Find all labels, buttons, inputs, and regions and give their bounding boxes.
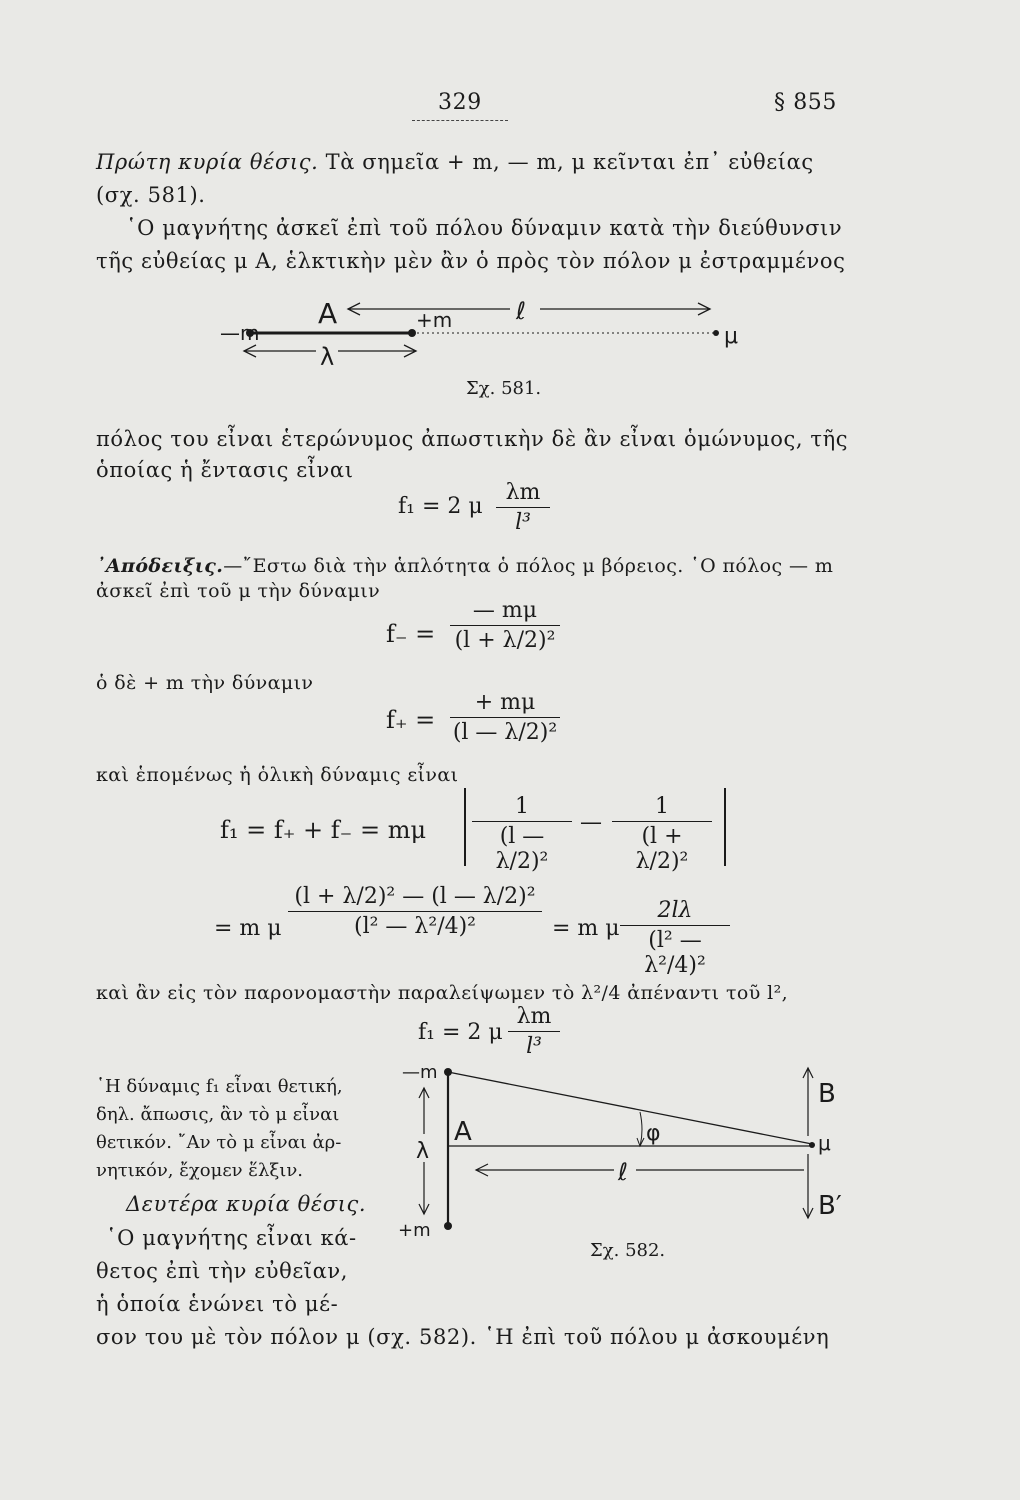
eq4-term2-numerator: 1	[655, 794, 669, 819]
eq2-numerator: — mμ	[472, 598, 538, 623]
fig582-label-lambda: λ	[416, 1139, 430, 1164]
eq5-denominator2: (l² — λ²/4)²	[644, 928, 706, 978]
text-total-force: καὶ ἑπομένως ἡ ὁλικὴ δύναμις εἶναι	[96, 764, 459, 786]
eq5-numerator: (l + λ/2)² — (l — λ/2)²	[294, 884, 536, 909]
page-number-underline	[412, 120, 508, 121]
text-neglect: καὶ ἂν εἰς τὸν παρονομαστὴν παραλείψωμεν τὸ λ²/4 ἀπέναντι τοῦ l²,	[96, 982, 789, 1004]
fig582-caption: Σχ. 582.	[590, 1240, 666, 1261]
eq4-lhs: f₁ = f₊ + f₋ = mμ	[220, 816, 427, 844]
eq6-numerator: λm	[516, 1004, 552, 1029]
figure-582	[388, 1058, 868, 1250]
eq4-minus: —	[580, 810, 602, 835]
text-plus-force: ὁ δὲ + m τὴν δύναμιν	[96, 672, 314, 694]
fig582-label-B2: B′	[818, 1191, 842, 1221]
proof-heading: ᾿Απόδειξις.	[96, 555, 224, 577]
eq5-denominator: (l² — λ²/4)²	[354, 914, 476, 939]
eq6-denominator: l³	[526, 1034, 542, 1059]
fig581-label-lambda: λ	[320, 343, 335, 371]
eq4-term1-denominator: (l — λ/2)²	[495, 824, 549, 874]
proof-line2: ἀσκεῖ ἐπὶ τοῦ μ τὴν δύναμιν	[96, 580, 381, 602]
eq2-lhs: f₋ =	[386, 620, 436, 648]
eq5-lhs: = m μ	[214, 916, 282, 941]
fig582-label-phi: φ	[646, 1121, 661, 1146]
eq3-numerator: + mμ	[474, 690, 536, 715]
fig581-caption: Σχ. 581.	[466, 378, 542, 399]
side-text-line3: θετικόν. ῎Αν τὸ μ εἶναι ἀρ-	[96, 1132, 342, 1153]
eq6-fraction	[508, 1004, 560, 1059]
eq4-term1-numerator: 1	[515, 794, 529, 819]
side-text-line1: ῾Η δύναμις f₁ εἶναι θετική,	[96, 1076, 343, 1097]
side-text-line2: δηλ. ἄπωσις, ἂν τὸ μ εἶναι	[96, 1104, 340, 1125]
eq5-fraction	[288, 884, 542, 939]
para3-last-line: σον του μὲ τὸν πόλον μ (σχ. 582). ῾Η ἐπὶ τοῦ πόλου μ ἀσκουμένη	[96, 1325, 830, 1349]
para3-line3: ἡ ὁποία ἑνώνει τὸ μέ-	[96, 1292, 339, 1316]
fraction-bar	[508, 1031, 560, 1032]
eq1-denominator: l³	[515, 510, 531, 535]
fraction-bar	[450, 717, 560, 718]
fig582-label-plus-m: +m	[398, 1220, 431, 1241]
para1-line4: τῆς εὐθείας μ Α, ἑλκτικὴν μὲν ἂν ὁ πρὸς τὸν πόλον μ ἐστραμμένος	[96, 249, 846, 273]
fig581-label-mu: μ	[724, 324, 738, 349]
fraction-bar	[612, 821, 712, 822]
para1-line1	[96, 150, 814, 174]
fraction-bar	[288, 911, 542, 912]
eq3-fraction	[450, 690, 560, 745]
fraction-bar	[496, 507, 550, 508]
eq4-right-bracket	[714, 788, 726, 866]
fig582-pole-plus	[444, 1222, 452, 1230]
fig581-pole-plus	[408, 329, 416, 337]
fraction-bar	[620, 925, 730, 926]
eq4-term2-denominator: (l + λ/2)²	[635, 824, 689, 874]
section-heading-first: Πρώτη κυρία θέσις.	[96, 150, 319, 174]
fraction-bar	[472, 821, 572, 822]
fig581-label-minus-m: —m	[220, 321, 260, 345]
side-text-line4: νητικόν, ἔχομεν ἕλξιν.	[96, 1160, 304, 1181]
fig581-label-A: A	[318, 297, 338, 330]
eq5-numerator2: 2lλ	[657, 898, 693, 923]
eq3-denominator: (l — λ/2)²	[452, 720, 558, 745]
page-number: 329	[438, 90, 482, 115]
eq4-term2	[612, 794, 712, 874]
eq4-term1	[472, 794, 572, 874]
fig582-label-minus-m: —m	[402, 1062, 438, 1083]
para2-line2: ὁποίας ἡ ἔντασις εἶναι	[96, 458, 354, 482]
eq5-mid: = m μ	[552, 916, 620, 941]
para2-line1: πόλος του εἶναι ἑτερώνυμος ἀπωστικὴν δὲ ἂν εἶναι ὁμώνυμος, τῆς	[96, 427, 849, 451]
eq2-fraction	[450, 598, 560, 653]
fig582-label-l: ℓ	[618, 1158, 628, 1186]
fig582-label-mu: μ	[818, 1131, 831, 1155]
fig582-pole-mu	[809, 1142, 815, 1148]
section-number: § 855	[774, 90, 837, 115]
eq6-lhs: f₁ = 2 μ	[418, 1020, 503, 1045]
para1-line2: (σχ. 581).	[96, 183, 206, 207]
fig582-label-A: A	[454, 1117, 472, 1147]
para1-line3: ῾Ο μαγνήτης ἀσκεῖ ἐπὶ τοῦ πόλου δύναμιν κατὰ τὴν διεύθυνσιν	[126, 216, 843, 240]
eq1-fraction	[496, 480, 550, 535]
eq3-lhs: f₊ =	[386, 706, 436, 734]
fig581-label-plus-m: +m	[416, 308, 453, 332]
para3-line1: ῾Ο μαγνήτης εἶναι κά-	[106, 1226, 357, 1250]
eq5-fraction2	[620, 898, 730, 978]
fig581-pole-mu	[713, 330, 719, 336]
fig581-label-l: ℓ	[516, 297, 526, 325]
proof-line1	[96, 555, 833, 577]
para1-line1-rest: Τὰ σημεῖα + m, — m, μ κεῖνται ἐπ᾽ εὐθείας	[325, 150, 814, 174]
eq1-numerator: λm	[505, 480, 541, 505]
section-heading-second: Δευτέρα κυρία θέσις.	[126, 1192, 367, 1216]
para3-line2: θετος ἐπὶ τὴν εὐθεῖαν,	[96, 1259, 349, 1283]
proof-line1-rest: —῎Εστω διὰ τὴν ἁπλότητα ὁ πόλος μ βόρειος. ῾Ο πόλος — m	[223, 555, 834, 577]
fig582-label-B: B	[818, 1079, 836, 1109]
eq2-denominator: (l + λ/2)²	[454, 628, 556, 653]
fraction-bar	[450, 625, 560, 626]
eq1-lhs: f₁ = 2 μ	[398, 494, 483, 519]
